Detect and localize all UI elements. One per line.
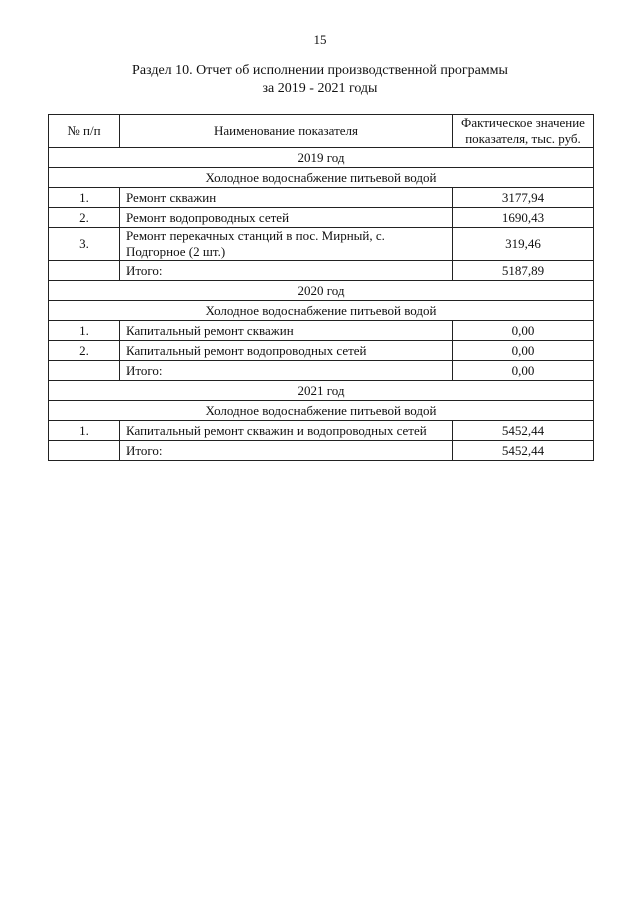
total-value: 0,00 bbox=[453, 361, 594, 381]
report-title-line2: за 2019 - 2021 годы bbox=[262, 81, 378, 96]
row-name: Капитальный ремонт водопроводных сетей bbox=[120, 341, 453, 361]
row-name: Ремонт скважин bbox=[120, 188, 453, 208]
year-row-2021 bbox=[49, 381, 594, 401]
row-num-empty bbox=[49, 361, 120, 381]
report-title bbox=[0, 62, 640, 98]
total-value: 5452,44 bbox=[453, 441, 594, 461]
table-row bbox=[49, 228, 594, 261]
table-header-row bbox=[49, 115, 594, 148]
report-table bbox=[48, 114, 594, 461]
page-number: 15 bbox=[313, 32, 327, 47]
category-label: Холодное водоснабжение питьевой водой bbox=[49, 401, 594, 421]
row-num: 2. bbox=[49, 208, 120, 228]
row-value: 319,46 bbox=[453, 228, 594, 261]
year-row-2019 bbox=[49, 148, 594, 168]
year-label: 2019 год bbox=[49, 148, 594, 168]
row-num: 1. bbox=[49, 321, 120, 341]
header-num: № п/п bbox=[49, 115, 120, 148]
row-name: Капитальный ремонт скважин и водопроводных сетей bbox=[120, 421, 453, 441]
category-row-2020 bbox=[49, 301, 594, 321]
year-label: 2020 год bbox=[49, 281, 594, 301]
row-value: 5452,44 bbox=[453, 421, 594, 441]
total-label: Итого: bbox=[120, 361, 453, 381]
total-label: Итого: bbox=[120, 261, 453, 281]
row-value: 0,00 bbox=[453, 341, 594, 361]
header-value: Фактическое значение показателя, тыс. руб. bbox=[453, 115, 594, 148]
table-row bbox=[49, 341, 594, 361]
row-name: Ремонт перекачных станций в пос. Мирный, с. Подгорное (2 шт.) bbox=[120, 228, 453, 261]
row-value: 0,00 bbox=[453, 321, 594, 341]
total-label: Итого: bbox=[120, 441, 453, 461]
row-name: Ремонт водопроводных сетей bbox=[120, 208, 453, 228]
row-num-empty bbox=[49, 441, 120, 461]
row-num: 1. bbox=[49, 421, 120, 441]
row-num: 3. bbox=[49, 228, 120, 261]
category-label: Холодное водоснабжение питьевой водой bbox=[49, 301, 594, 321]
total-row-2020 bbox=[49, 361, 594, 381]
total-row-2021 bbox=[49, 441, 594, 461]
table-row bbox=[49, 421, 594, 441]
row-value: 1690,43 bbox=[453, 208, 594, 228]
header-name: Наименование показателя bbox=[120, 115, 453, 148]
row-num: 1. bbox=[49, 188, 120, 208]
category-label: Холодное водоснабжение питьевой водой bbox=[49, 168, 594, 188]
table-row bbox=[49, 321, 594, 341]
year-label: 2021 год bbox=[49, 381, 594, 401]
category-row-2021 bbox=[49, 401, 594, 421]
table-row bbox=[49, 188, 594, 208]
year-row-2020 bbox=[49, 281, 594, 301]
total-value: 5187,89 bbox=[453, 261, 594, 281]
table-row bbox=[49, 208, 594, 228]
row-num-empty bbox=[49, 261, 120, 281]
row-name: Капитальный ремонт скважин bbox=[120, 321, 453, 341]
row-num: 2. bbox=[49, 341, 120, 361]
category-row-2019 bbox=[49, 168, 594, 188]
row-value: 3177,94 bbox=[453, 188, 594, 208]
report-title-line1: Раздел 10. Отчет об исполнении производственной программы bbox=[132, 63, 508, 78]
total-row-2019 bbox=[49, 261, 594, 281]
